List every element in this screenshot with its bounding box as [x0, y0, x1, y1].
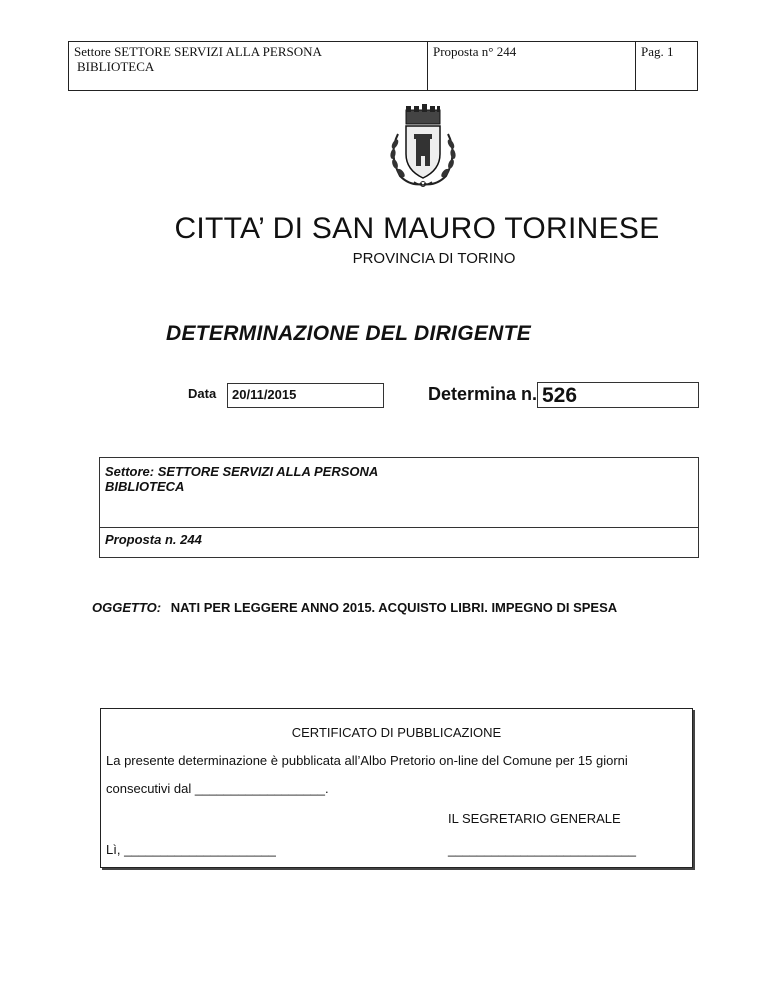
header-proposta: Proposta n° 244: [433, 44, 517, 59]
proposta-section: Proposta n. 244: [105, 532, 202, 547]
oggetto-text: NATI PER LEGGERE ANNO 2015. ACQUISTO LIBRI. IMPEGNO DI SPESA: [170, 600, 618, 615]
settore-section: [100, 458, 698, 528]
coat-of-arms-icon: [384, 104, 462, 190]
certificate-text-line2: consecutivi dal __________________.: [106, 781, 329, 796]
header-proposta-cell: [428, 42, 636, 90]
settore-line1: Settore: SETTORE SERVIZI ALLA PERSONA: [105, 464, 379, 479]
province-title: PROVINCIA DI TORINO: [352, 250, 516, 267]
determina-number-field: 526: [537, 382, 699, 408]
publication-certificate-box: [100, 708, 693, 868]
header-page-number: Pag. 1: [641, 44, 674, 59]
certificate-signer: IL SEGRETARIO GENERALE: [448, 811, 621, 826]
certificate-signature-line: __________________________: [448, 842, 636, 857]
date-field: 20/11/2015: [227, 383, 384, 408]
document-type-heading: DETERMINAZIONE DEL DIRIGENTE: [166, 322, 532, 345]
certificate-title: CERTIFICATO DI PUBBLICAZIONE: [291, 725, 502, 740]
header-settore-line2: BIBLIOTECA: [77, 59, 155, 74]
settore-box: [99, 457, 699, 558]
header-settore-cell: [69, 42, 428, 90]
header-settore-line1: Settore SETTORE SERVIZI ALLA PERSONA: [74, 44, 322, 59]
settore-line2: BIBLIOTECA: [105, 479, 185, 494]
city-title: CITTA’ DI SAN MAURO TORINESE: [174, 212, 660, 245]
determina-label: Determina n.: [428, 384, 538, 404]
oggetto-label: OGGETTO:: [92, 600, 162, 615]
date-label: Data: [188, 386, 217, 401]
certificate-text-line1: La presente determinazione è pubblicata all’Albo Pretorio on-line del Comune per 15 giorni: [106, 753, 628, 768]
header-table: [68, 41, 698, 91]
oggetto-line: [92, 600, 617, 615]
certificate-place: Lì, _____________________: [106, 842, 276, 857]
header-page-cell: [636, 42, 697, 90]
